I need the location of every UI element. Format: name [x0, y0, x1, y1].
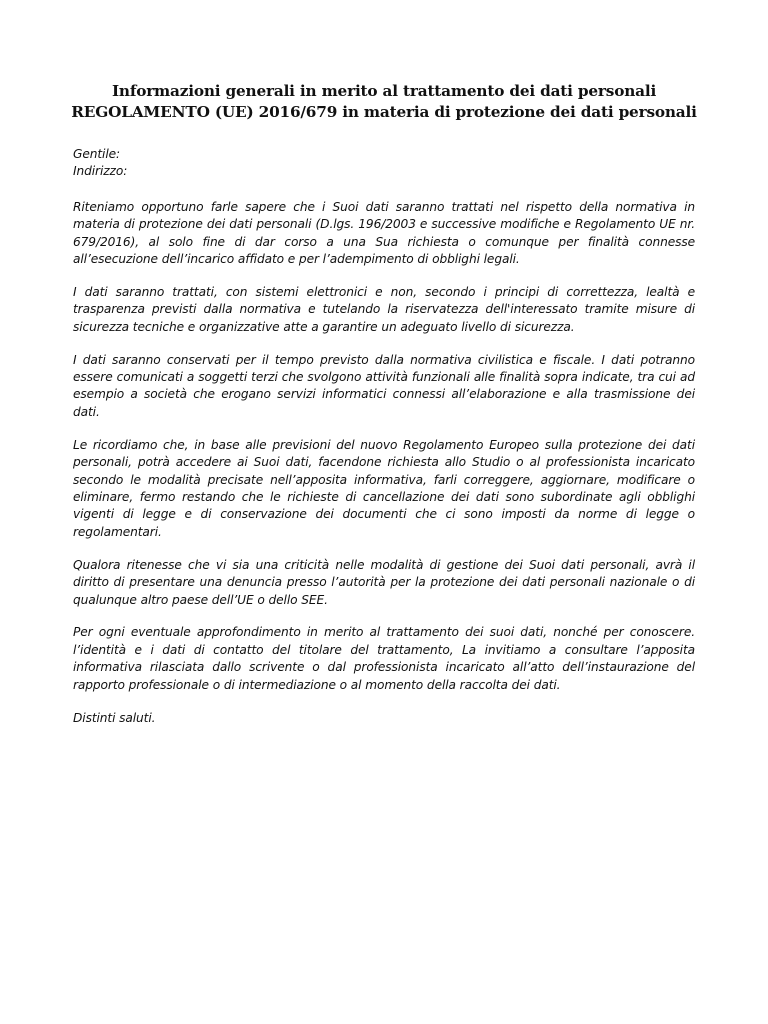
greeting-address-label: Indirizzo:	[73, 164, 128, 179]
document-page	[73, 81, 695, 727]
paragraph-processing-methods: I dati saranno trattati, con sistemi elettronici e non, secondo i principi di correttezza, lealtà e trasparenza previsti dalla normativa e tutelando la riservatezza dell'interessato tramite misure di sicurezza tecniche e organizzative atte a garantire un adeguato livello di sicurezza.	[73, 284, 695, 334]
document-title	[43, 81, 725, 123]
paragraph-data-processing: Riteniamo opportuno farle sapere che i Suoi dati saranno trattati nel rispetto della normativa in materia di protezione dei dati personali (D.lgs. 196/2003 e successive modifiche e Regolamento UE nr. 679/2016), al solo fine di dar corso a una Sua richiesta o comunque per finalità connesse all’esecuzione dell’incarico affidato e per l’adempimento di obblighi legali.	[73, 199, 695, 266]
paragraph-retention: I dati saranno conservati per il tempo previsto dalla normativa civilistica e fiscale. I dati potranno essere comunicati a soggetti terzi che svolgono attività funzionali alle finalità sopra indicate, tra cui ad esempio a società che erogano servizi informatici connessi all’elaborazione e alla trasmissione dei dati.	[73, 352, 695, 419]
paragraph-complaint: Qualora ritenesse che vi sia una criticità nelle modalità di gestione dei Suoi dati personali, avrà il diritto di presentare una denuncia presso l’autorità per la protezione dei dati personali nazionale o di qualunque altro paese dell’UE o dello SEE.	[73, 557, 695, 607]
title-line-1: Informazioni generali in merito al trattamento dei dati personali	[111, 82, 657, 100]
greeting-name-label: Gentile:	[73, 147, 121, 161]
paragraph-further-info: Per ogni eventuale approfondimento in merito al trattamento dei suoi dati, nonché per conoscere. l’identità e i dati di contatto del titolare del trattamento, La invitiamo a consultare l’apposita informativa rilasciata dallo scrivente o dal professionista incaricato all’atto dell’instaurazione del rapporto professionale o di intermediazione o al momento della raccolta dei dati.	[73, 625, 695, 692]
title-line-2: REGOLAMENTO (UE) 2016/679 in materia di protezione dei dati personali	[71, 103, 697, 121]
paragraph-rights: Le ricordiamo che, in base alle previsioni del nuovo Regolamento Europeo sulla protezione dei dati personali, potrà accedere ai Suoi dati, facendone richiesta allo Studio o al professionista incaricato secondo le modalità precisate nell’apposita informativa, farli correggere, aggiornare, modificare o eliminare, fermo restando che le richieste di cancellazione dei dati sono subordinate agli obblighi vigenti di legge e di conservazione dei documenti che ci sono imposti da norme di legge o regolamentari.	[73, 437, 695, 539]
greeting-block	[73, 146, 695, 181]
closing-salutation: Distinti saluti.	[73, 710, 156, 725]
